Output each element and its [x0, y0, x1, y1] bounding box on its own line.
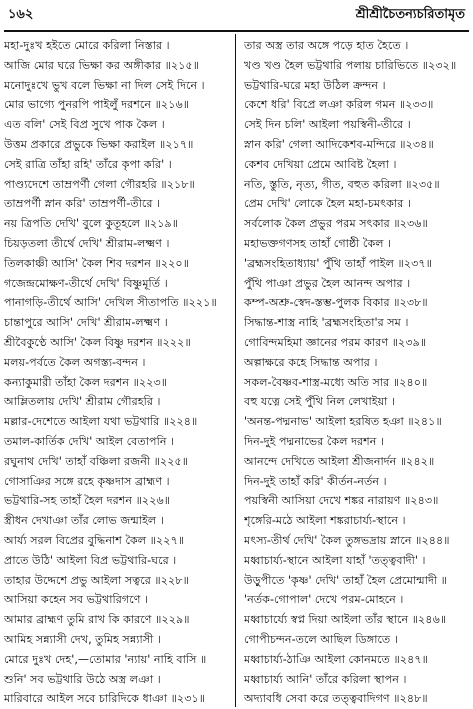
verse-line: ভট্টথারি-ঘরে মহা উঠিল ক্রন্দন ।	[244, 78, 386, 92]
verse-line: খণ্ড খণ্ড হৈল ভট্টথারি পলায় চারিভিতে ॥২৩২॥	[244, 58, 457, 72]
verse-line: 'নর্তক-গোপাল' দেখে পরম-মোহনে ।	[244, 593, 404, 607]
verse-line: তিলকাঞ্চী আসি' কৈল শিব দরশন ॥২২০॥	[4, 256, 190, 270]
verse-line: রঘুনাথ দেখি' তাহাঁ বঞ্চিলা রজনী ॥২২৫॥	[4, 454, 189, 468]
verse-line: আমার ব্রাহ্মণ তুমি রাখ কি কারণে ॥২২৯॥	[4, 613, 190, 627]
verse-line: মল্লার-দেশেতে আইলা যথা ভট্টথারি ॥২২৪॥	[4, 415, 198, 429]
verse-line: কম্প-অশ্রু-স্বেদ-স্তম্ভ-পুলক বিকার ॥২৩৮॥	[244, 296, 428, 310]
verse-line: প্রাতে উঠি' আইলা বিপ্র ভট্টথারি-ঘরে ।	[4, 553, 177, 567]
verse-line: কেশব দেখিয়া প্রেমে আবিষ্ট হৈলা ।	[244, 157, 397, 171]
verse-line: গোবিন্দমহিমা জ্ঞানের পরম কারণ ॥২৩৯॥	[244, 335, 427, 349]
verse-line: সিদ্ধান্ত-শাস্ত্র নাহি 'ব্রহ্মসংহিতা'র সম ।	[244, 316, 409, 330]
verse-line: তমাল-কার্তিক দেখি' আইল বেতাপনি ।	[4, 434, 175, 448]
verse-line: নয় ত্রিপতি দেখি' বুলে কুতূহলে ॥২১৯॥	[4, 217, 179, 231]
verse-line: স্নান করি' গেলা আদিকেশব-মন্দিরে ॥২৩৪॥	[244, 137, 434, 151]
verse-line: আসিয়া কহেন সব ভট্টথারিগণে ।	[4, 593, 149, 607]
verse-line: গোসাঞির সঙ্গে রহে কৃষ্ণদাস ব্রাহ্মণ ।	[4, 474, 170, 488]
verse-line: মারিবারে আইল সবে চারিদিকে ধাঞা ॥২৩১॥	[4, 692, 206, 706]
verse-line: কেশে ধরি' বিপ্রে লঞা করিল গমন ॥২৩৩॥	[244, 98, 434, 112]
verse-line: 'অনন্ত-পদ্মনাভ' আইলা হরষিত হঞা ॥২৪১॥	[244, 415, 442, 429]
verse-line: পুঁথি পাঞা প্রভুর হৈল আনন্দ অপার ।	[244, 276, 411, 290]
verse-line: চিয়ড়তলা তীর্থে দেখি' শ্রীরাম-লক্ষ্মণ ।	[4, 236, 170, 250]
verse-line: মনোদুঃখে ভুখ বলে ভিক্ষা না দিল সেই দিনে ।	[4, 78, 205, 92]
verse-line: চাম্তাপুরে আসি' দেখি' শ্রীরাম-লক্ষ্মণ ।	[4, 316, 168, 330]
verse-line: বহু যত্নে সেই পুঁথি নিল লেখাইয়া ।	[244, 395, 395, 409]
verse-line: পাণ্ড্যদেশে তাম্রপর্ণী গেলা গৌরহরি ॥২১৮॥	[4, 177, 195, 191]
verse-line: পানাগড়ি-তীর্থে আসি' দেখিল সীতাপতি ॥২২১॥	[4, 296, 217, 310]
verse-line: মধ্বাচার্য্য-ঠাঞি আইলা কোনমতে ॥২৪৭॥	[244, 652, 428, 666]
text-columns	[4, 34, 469, 707]
verse-line: মধ্বাচার্য্য আনি' তাঁরে করিলা স্থাপন ।	[244, 672, 407, 686]
verse-line: এত বলি' সেই বিপ্র সুখে পাক কৈল ।	[4, 118, 165, 132]
verse-line: পয়স্বিনী আসিয়া দেখে শঙ্কর নারায়ণ ॥২৪৩॥	[244, 494, 439, 508]
verse-line: তার অস্ত্র তার অঙ্গে পড়ে হাত হৈতে ।	[244, 39, 409, 52]
verse-line: মহাভক্তগণসহ তাহাঁ গোষ্ঠী কৈল ।	[244, 236, 392, 250]
verse-line: মলয়-পর্বতে কৈল অগস্ত্য-বন্দন ।	[4, 355, 146, 369]
page-number: ১৬২	[8, 7, 34, 22]
verse-line: আমিহ সন্ন্যাসী দেখ, তুমিহ সন্ন্যাসী ।	[4, 632, 161, 646]
verse-line: সর্বলোক কৈল প্রভুর পরম সৎকার ॥২৩৬॥	[244, 217, 428, 231]
verse-line: অদ্যাবধি সেবা করে তত্ত্ববাদিগণ ॥২৪৮॥	[244, 692, 428, 706]
verse-line: তাম্রপর্ণী স্নান করি' তাম্রপর্ণী-তীরে ।	[4, 197, 161, 211]
verse-line: সেই দিন চলি' আইলা পয়স্বিনী-তীরে ।	[244, 118, 411, 132]
verse-line: শৃঙ্গেরি-মঠে আইলা শঙ্করাচার্য্য-স্থানে ।	[244, 514, 406, 528]
verse-line: উত্তম প্রকারে প্রভুকে ভিক্ষা করাইল ॥২১৭॥	[4, 137, 194, 151]
verse-line: মধ্বাচার্য্য-স্থানে আইলা যাহাঁ 'তত্ত্ববাদী' ।	[244, 553, 426, 567]
verse-line: উড়ুপীতে 'কৃষ্ণ' দেখি' তাহাঁ হৈল প্রেমোন্মাদী ॥	[244, 573, 447, 587]
verse-line: দিন-দুই পদ্মনাভের কৈল দরশন ।	[244, 434, 385, 448]
verse-line: 'ব্রহ্মসংহিতাধ্যায়' পুঁথি তাহাঁ পাইল ॥২৩৭॥	[244, 256, 432, 270]
verse-line: শ্রীবৈকুণ্ঠে আসি' কৈল বিষ্ণু দরশন ॥২২২॥	[4, 335, 191, 349]
verse-line: গজেন্দ্রমোক্ষণ-তীর্থে দেখি' বিষ্ণুমূর্তি ।	[4, 276, 168, 290]
verse-line: আনন্দে দেখিতে আইলা শ্রীজনার্দন ॥২৪২॥	[244, 454, 435, 468]
verse-line: আর্য্য সরল বিপ্রের বুদ্ধিনাশ কৈল ॥২২৭॥	[4, 533, 185, 547]
page-header	[8, 6, 465, 26]
verse-line: প্রেম দেখি' লোকে হৈল মহা-চমৎকার ।	[244, 197, 411, 211]
verse-line: নতি, স্তুতি, নৃত্য, গীত, বহুত করিলা ॥২৩৫॥	[244, 177, 440, 191]
verse-line: সেই রাত্রি তাঁহা রহি' তাঁরে কৃপা করি' ।	[4, 157, 172, 171]
right-column	[235, 34, 469, 707]
verse-line: দিন-দুই তাহাঁ করি' কীর্তন-নর্তন ।	[244, 474, 387, 488]
verse-line: মোর ভাগ্যে পুনরপি পাইলুঁ দরশনে ॥২১৬॥	[4, 98, 190, 112]
verse-line: গোপীচন্দন-তলে আছিল ডিঙ্গাতে ।	[244, 632, 398, 646]
book-title: শ্রীশ্রীচৈতন্যচরিতামৃত	[355, 7, 465, 22]
verse-line: আম্লিতলায় দেখি' শ্রীরাম গৌরহরি ।	[4, 395, 161, 409]
verse-line: সকল-বৈষ্ণব-শাস্ত্র-মধ্যে অতি সার ॥২৪০॥	[244, 375, 428, 389]
verse-line: মোরে দুঃখ দেহ',—তোমার 'ন্যায়' নাহি বাসি ॥	[4, 652, 207, 666]
verse-line: আজি মোর ঘরে ভিক্ষা কর অঙ্গীকার ॥২১৫॥	[4, 58, 200, 72]
verse-line: তাহার উদ্দেশে প্রভু আইলা সত্বরে ॥২২৮॥	[4, 573, 189, 587]
verse-line: মৎস্য-তীর্থ দেখি' কৈল তুঙ্গভদ্রায় স্নানে ॥২৪৪॥	[244, 533, 450, 547]
verse-line: কন্যাকুমারী তাঁহা কৈল দরশন ॥২২৩॥	[4, 375, 168, 389]
verse-line: শুনি' সব ভট্টথারি উঠে অস্ত্র লঞা ।	[4, 672, 161, 686]
verse-line: স্ত্রীধন দেখাঞা তাঁর লোভ জন্মাইল ।	[4, 514, 164, 528]
verse-line: অল্পাক্ষরে কহে সিদ্ধান্ত অপার ।	[244, 355, 378, 369]
left-column	[4, 34, 235, 707]
verse-line: মধ্বাচার্য্যে স্বপ্ন দিয়া আইলা তাঁর স্থানে ॥২৪৬॥	[244, 613, 447, 627]
verse-line: মহা-দুঃখ হইতে মোরে করিলা নিস্তার ।	[4, 39, 170, 52]
header-rule	[4, 30, 469, 32]
verse-line: ভট্টথারি-সহ তাহাঁ হৈল দরশন ॥২২৬॥	[4, 494, 171, 508]
